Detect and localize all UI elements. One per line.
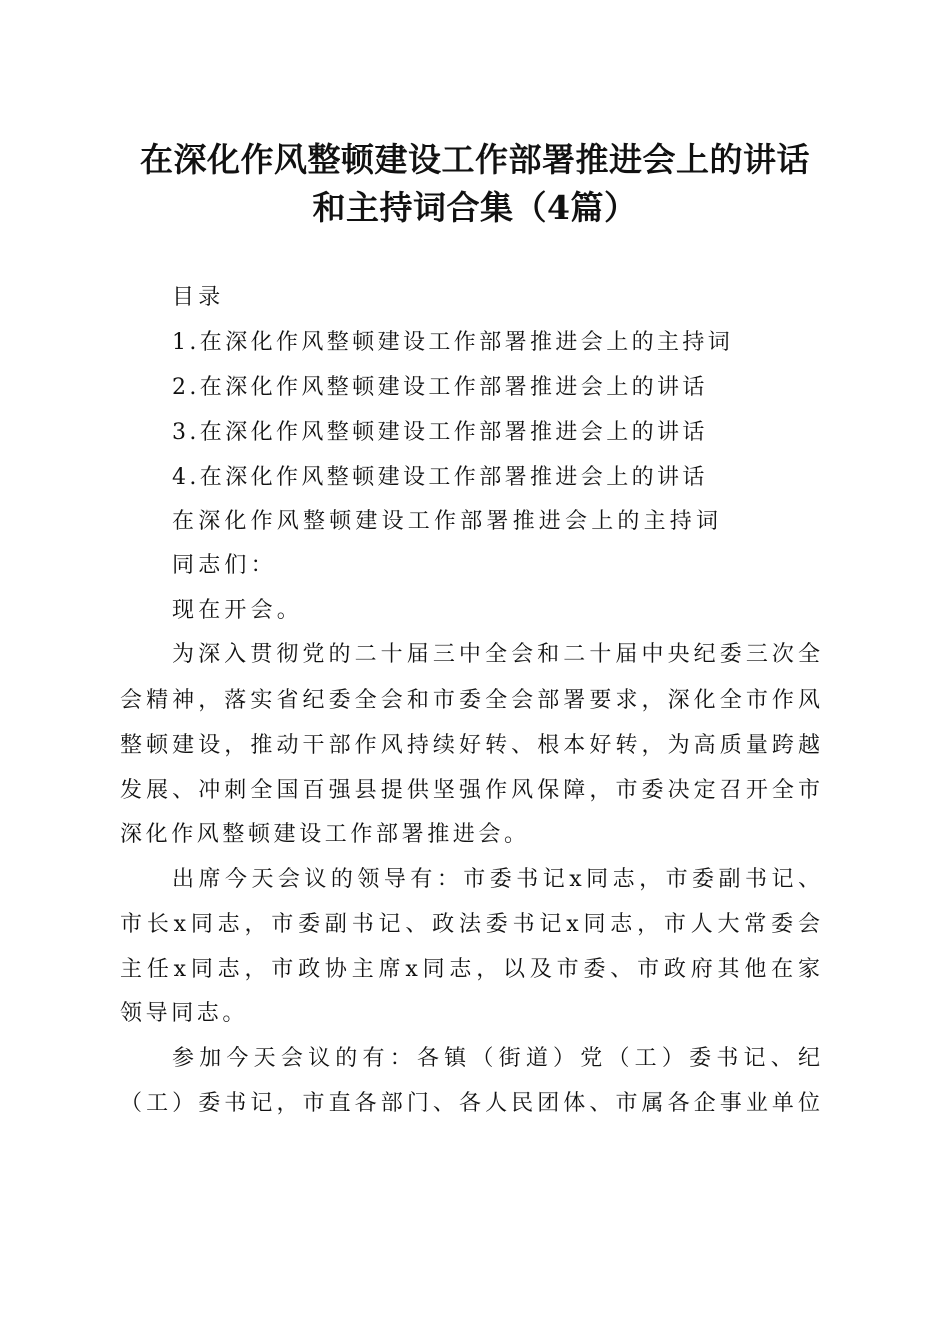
document-title-line-1: 在深化作风整顿建设工作部署推进会上的讲话: [140, 140, 810, 179]
salutation: 同志们：: [172, 553, 277, 578]
opening-sentence: 现在开会。: [172, 598, 304, 623]
toc-item: 3.在深化作风整顿建设工作部署推进会上的讲话: [172, 420, 708, 445]
paragraph-1-line: 整顿建设，推动干部作风持续好转、根本好转，为高质量跨越: [120, 733, 820, 758]
paragraph-2-line: 出席今天会议的领导有：市委书记x同志，市委副书记、: [172, 867, 820, 892]
toc-item: 4.在深化作风整顿建设工作部署推进会上的讲话: [172, 465, 708, 490]
paragraph-2-line: 领导同志。: [120, 1001, 249, 1026]
paragraph-1-line: 发展、冲刺全国百强县提供坚强作风保障，市委决定召开全市: [120, 778, 820, 803]
paragraph-2-line: 市长x同志，市委副书记、政法委书记x同志，市人大常委会: [120, 912, 820, 937]
paragraph-3-line: （工）委书记，市直各部门、各人民团体、市属各企事业单位: [120, 1091, 820, 1116]
toc-heading: 目录: [172, 285, 225, 310]
paragraph-2-line: 主任x同志，市政协主席x同志，以及市委、市政府其他在家: [120, 957, 820, 982]
toc-item: 1.在深化作风整顿建设工作部署推进会上的主持词: [172, 330, 734, 355]
paragraph-3-line: 参加今天会议的有：各镇（街道）党（工）委书记、纪: [172, 1046, 820, 1071]
toc-item: 2.在深化作风整顿建设工作部署推进会上的讲话: [172, 375, 708, 400]
document-title-line-2: 和主持词合集（4篇）: [312, 188, 638, 227]
paragraph-1-line: 会精神，落实省纪委全会和市委全会部署要求，深化全市作风: [120, 688, 820, 713]
paragraph-1-line: 为深入贯彻党的二十届三中全会和二十届中央纪委三次全: [172, 642, 820, 667]
paragraph-1-line: 深化作风整顿建设工作部署推进会。: [120, 822, 530, 847]
section-title: 在深化作风整顿建设工作部署推进会上的主持词: [172, 509, 723, 534]
